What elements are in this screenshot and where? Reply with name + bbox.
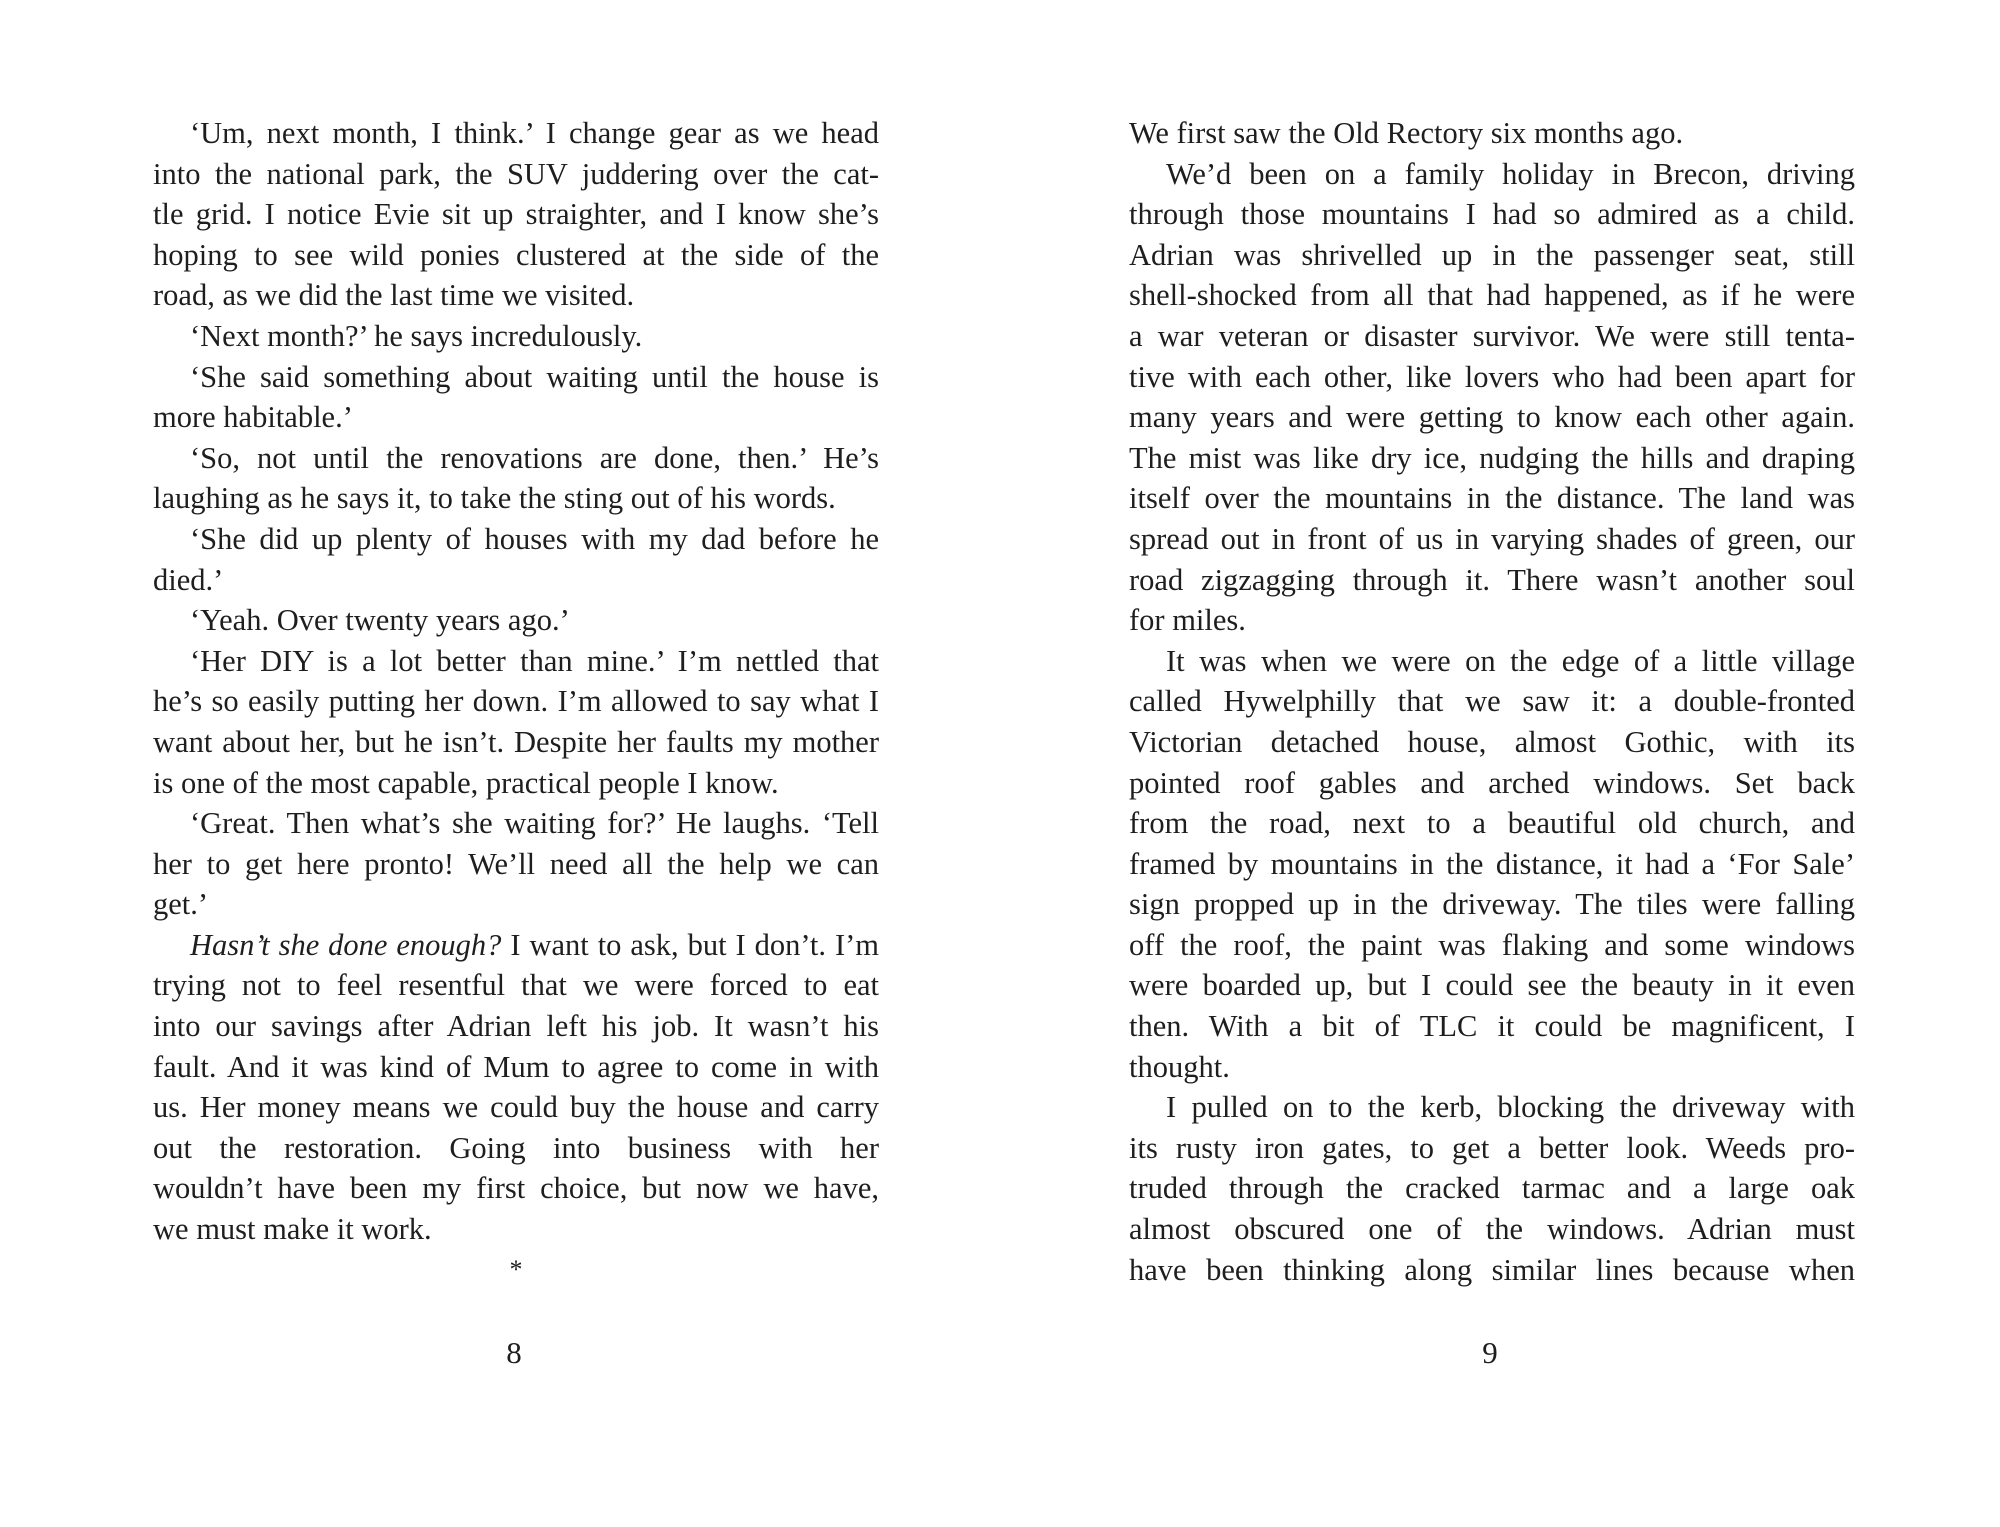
text-line: The mist was like dry ice, nudging the hills and draping	[1129, 440, 1855, 475]
text-line: tle grid. I notice Evie sit up straighter, and I know she’s	[153, 197, 879, 232]
text-line: off the roof, the paint was flaking and some windows	[1129, 927, 1855, 962]
text-line: ‘Great. Then what’s she waiting for?’ He laughs. ‘Tell	[190, 806, 879, 841]
text-line: ‘So, not until the renovations are done, then.’ He’s	[190, 440, 879, 475]
text-line: then. With a bit of TLC it could be magnificent, I	[1129, 1009, 1855, 1044]
text-line	[153, 925, 879, 966]
italic-phrase: Hasn’t she done enough?	[190, 927, 502, 962]
left-page-text	[153, 113, 879, 1290]
text-line: from the road, next to a beautiful old church, and	[1129, 806, 1855, 841]
page-number-right: 9	[1482, 1335, 1498, 1370]
text-line: many years and were getting to know each other again.	[1129, 400, 1855, 435]
text-line: thought.	[1129, 1049, 1230, 1084]
text-line: her to get here pronto! We’ll need all the help we can	[153, 846, 879, 881]
text-line: I pulled on to the kerb, blocking the driveway with	[1166, 1090, 1855, 1125]
text-line: want about her, but he isn’t. Despite her faults my mother	[153, 724, 879, 759]
text-line: get.’	[153, 887, 209, 922]
text-line: ‘She said something about waiting until the house is	[190, 359, 879, 394]
text-line: its rusty iron gates, to get a better look. Weeds pro-	[1129, 1130, 1855, 1165]
text-line: we must make it work.	[153, 1212, 432, 1247]
text-line: We first saw the Old Rectory six months ago.	[1129, 116, 1684, 150]
text-line: he’s so easily putting her down. I’m allowed to say what I	[153, 684, 879, 719]
text-line: hoping to see wild ponies clustered at the side of the	[153, 237, 879, 272]
text-line: for miles.	[1129, 603, 1246, 638]
right-page-text	[1129, 113, 1855, 1290]
text-line: truded through the cracked tarmac and a large oak	[1129, 1171, 1855, 1206]
text-line: It was when we were on the edge of a little village	[1166, 643, 1855, 678]
text-line: We’d been on a family holiday in Brecon, driving	[1166, 156, 1855, 191]
text-line: is one of the most capable, practical people I know.	[153, 765, 779, 800]
text-line: almost obscured one of the windows. Adrian must	[1129, 1212, 1855, 1247]
text-line: ‘Next month?’ he says incredulously.	[190, 318, 643, 353]
text-line: us. Her money means we could buy the house and carry	[153, 1090, 879, 1125]
text-line: pointed roof gables and arched windows. Set back	[1129, 765, 1855, 800]
text-line: Adrian was shrivelled up in the passenger seat, still	[1129, 237, 1855, 272]
text-line: road, as we did the last time we visited.	[153, 278, 635, 313]
scene-break: *	[509, 1254, 523, 1284]
text-line: a war veteran or disaster survivor. We were still tenta-	[1129, 318, 1855, 353]
text-line: itself over the mountains in the distance. The land was	[1129, 481, 1855, 516]
text-line: into the national park, the SUV juddering over the cat-	[153, 156, 879, 191]
text-line: spread out in front of us in varying shades of green, our	[1129, 521, 1855, 556]
text-line: called Hywelphilly that we saw it: a double-fronted	[1129, 684, 1855, 719]
text-line: ‘She did up plenty of houses with my dad before he	[190, 521, 879, 556]
text-line: died.’	[153, 562, 224, 597]
text-line: road zigzagging through it. There wasn’t another soul	[1129, 562, 1855, 597]
text-line: trying not to feel resentful that we were forced to eat	[153, 968, 879, 1003]
text-line: wouldn’t have been my first choice, but now we have,	[153, 1171, 879, 1206]
text-line: sign propped up in the driveway. The tiles were falling	[1129, 887, 1855, 922]
text-line: fault. And it was kind of Mum to agree to come in with	[153, 1049, 879, 1084]
text-line: more habitable.’	[153, 400, 353, 435]
page-number-left: 8	[506, 1335, 522, 1370]
text-line: tive with each other, like lovers who had been apart for	[1129, 359, 1855, 394]
text-line: laughing as he says it, to take the sting out of his words.	[153, 481, 836, 516]
text-line: out the restoration. Going into business with her	[153, 1130, 879, 1165]
text-line: shell-shocked from all that had happened, as if he were	[1129, 278, 1855, 313]
text-line: ‘Her DIY is a lot better than mine.’ I’m nettled that	[190, 643, 879, 678]
text-line: into our savings after Adrian left his job. It wasn’t his	[153, 1009, 879, 1044]
text-line: Victorian detached house, almost Gothic, with its	[1129, 724, 1855, 759]
text-line: ‘Yeah. Over twenty years ago.’	[190, 603, 570, 638]
text-line: ‘Um, next month, I think.’ I change gear as we head	[190, 116, 879, 150]
text-line: through those mountains I had so admired as a child.	[1129, 197, 1855, 232]
text-line-rest: I want to ask, but I don’t. I’m	[510, 927, 879, 962]
text-line: framed by mountains in the distance, it had a ‘For Sale’	[1129, 846, 1855, 881]
text-line: were boarded up, but I could see the beauty in it even	[1129, 968, 1855, 1003]
text-line: have been thinking along similar lines because when	[1129, 1252, 1855, 1287]
